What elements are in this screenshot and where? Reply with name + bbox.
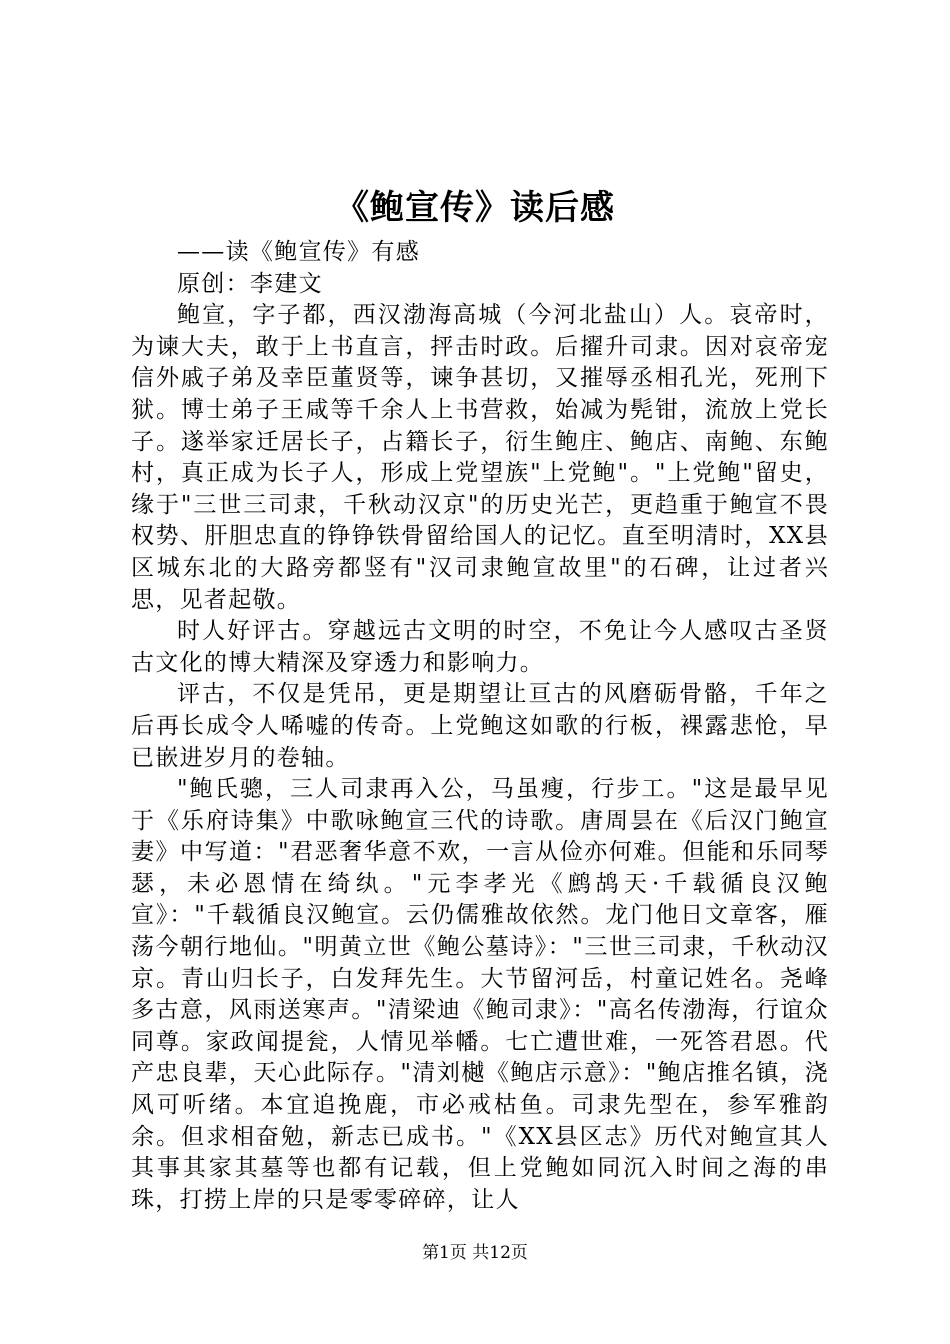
paragraph: 评古，不仅是凭吊，更是期望让亘古的风磨砺骨骼，千年之后再长成令人唏嘘的传奇。上党鲍这如歌的行板，裸露悲怆，早已嵌进岁月的卷轴。	[131, 681, 829, 771]
author-line: 原创：李建文	[177, 270, 323, 297]
subtitle: ——读《鲍宣传》有感	[177, 239, 420, 265]
document-body	[131, 237, 829, 1216]
document-title: 《鲍宣传》读后感	[335, 188, 615, 228]
paragraph: 时人好评古。穿越远古文明的时空，不免让今人感叹古圣贤古文化的博大精深及穿透力和影响力。	[131, 618, 829, 676]
page-footer: 第1页 共12页	[422, 1243, 528, 1263]
paragraph: "鲍氏骢，三人司隶再入公，马虽瘦，行步工。"这是最早见于《乐府诗集》中歌咏鲍宣三代的诗歌。唐周昙在《后汉门鲍宣妻》中写道："君恶奢华意不欢，一言从俭亦何难。但能和乐同琴瑟，未必恩情在绮纨。"元李孝光《鹧鸪天·千载循良汉鲍宣》："千载循良汉鲍宣。云仍儒雅故依然。龙门他日文章客，雁荡今朝行地仙。"明黄立世《鲍公墓诗》："三世三司隶，千秋动汉京。青山归长子，白发拜先生。大节留河岳，村童记姓名。尧峰多古意，风雨送寒声。"清梁迪《鲍司隶》："高名传渤海，行谊众同尊。家政闻提瓮，人情见举幡。七亡遭世难，一死答君恩。代产忠良辈，天心此际存。"清刘樾《鲍店示意》："鲍店推名镇，浇风可听绪。本宜追挽鹿，市必戒枯鱼。司隶先型在，参军雅韵余。但求相奋勉，新志已成书。"《XX县区志》历代对鲍宣其人其事其家其墓等也都有记载，但上党鲍如同沉入时间之海的串珠，打捞上岸的只是零零碎碎，让人	[131, 776, 829, 1213]
paragraph: 鲍宣，字子都，西汉渤海高城（今河北盐山）人。哀帝时，为谏大夫，敢于上书直言，抨击时政。后擢升司隶。因对哀帝宠信外戚子弟及幸臣董贤等，谏争甚切，又摧辱丞相孔光，死刑下狱。博士弟子王咸等千余人上书营救，始减为髡钳，流放上党长子。遂举家迁居长子，占籍长子，衍生鲍庄、鲍店、南鲍、东鲍村，真正成为长子人，形成上党望族"上党鲍"。"上党鲍"留史，缘于"三世三司隶，千秋动汉京"的历史光芒，更趋重于鲍宣不畏权势、肝胆忠直的铮铮铁骨留给国人的记忆。直至明清时，XX县区城东北的大路旁都竖有"汉司隶鲍宣故里"的石碑，让过者兴思，见者起敬。	[131, 302, 829, 613]
